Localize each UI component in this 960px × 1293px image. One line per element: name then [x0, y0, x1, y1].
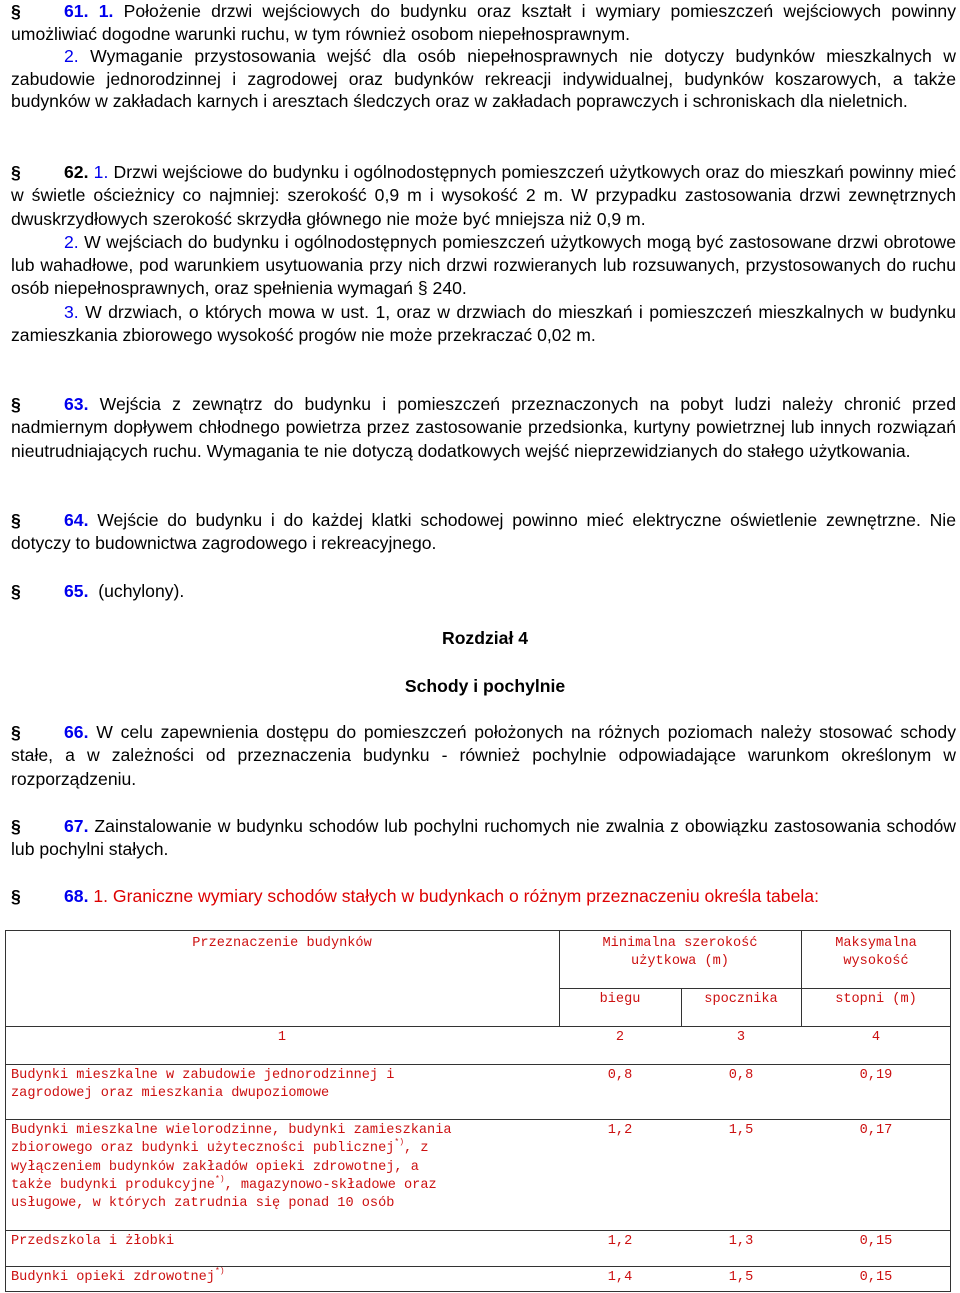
section-sign: § — [11, 1, 21, 21]
paragraph-63-number: 63. — [64, 394, 89, 414]
paragraph-62 — [11, 161, 956, 347]
paragraph-62-text-3a: W drzwiach, o których mowa w ust. — [78, 301, 370, 322]
section-sign: § — [11, 816, 21, 836]
table-row-2-flight: 1,2 — [607, 1123, 633, 1138]
paragraph-67-number: 67. — [64, 816, 89, 836]
header-min-width-2: użytkowa (m) — [631, 954, 729, 969]
table-row-2-step: 0,17 — [859, 1123, 893, 1138]
table-border — [5, 930, 951, 931]
paragraph-68-number: 68. — [64, 886, 89, 906]
table-border — [559, 988, 951, 989]
paragraph-63-text: Wejścia z zewnątrz do budynku i pomieszczeń przeznaczonych na pobyt ludzi należy chronić przed nadmiernym dopływem chłodnego powietrza przez zastosowanie przedsionka, kurtyny powietrznej lub innych rozwiązań nieutrudniających ruchu. Wymagania te nie dotyczą dodatkowych wejść nieprzewidzianych do stałego użytkowania. — [11, 394, 956, 461]
paragraph-61-text-2: Wymaganie przystosowania wejść dla osób niepełnosprawnych nie dotyczy budynków mieszkalnych w zabudowie jednorodzinnej i zagrodowej oraz budynków rekreacji indywidualnej, budynków koszarowych, a także budynków w zakładach karnych i aresztach śledczych oraz w zakładach poprawczych i schroniskach dla nieletnich. — [11, 46, 956, 111]
paragraph-62-text-1b: W przypadku zastosowania drzwi zewnętrznych dwuskrzydłowych szerokość skrzydła głównego nie może być mniejsza niż 0,9 m. — [11, 185, 956, 229]
footnote-mark: *) — [214, 1174, 225, 1184]
header-flight: biegu — [599, 992, 641, 1007]
column-number: 3 — [736, 1030, 746, 1045]
table-border — [5, 1119, 951, 1120]
paragraph-62-number: 62. — [64, 162, 89, 182]
header-max-height-2: wysokość — [843, 954, 909, 969]
paragraph-66-number: 66. — [64, 722, 89, 742]
table-row-3-landing: 1,3 — [728, 1234, 754, 1249]
header-purpose: Przeznaczenie budynków — [192, 936, 372, 951]
paragraph-62-n1: 1. — [93, 162, 109, 182]
paragraph-68 — [11, 885, 956, 908]
table-border — [5, 1064, 951, 1065]
table-row-3-step: 0,15 — [859, 1234, 893, 1249]
paragraph-62-text-1: Drzwi wejściowe do budynku i ogólnodostępnych pomieszczeń użytkowych oraz do mieszkań powinny mieć w świetle ościeżnicy co najmniej: szerokość 0,9 m i wysokość 2 m. — [11, 162, 956, 206]
paragraph-62-n3: 3. — [64, 301, 79, 322]
table-row-1-step: 0,19 — [859, 1068, 893, 1083]
section-sign: § — [11, 394, 21, 414]
table-row-3-flight: 1,2 — [607, 1234, 633, 1249]
table-border — [5, 1266, 951, 1267]
column-number: 2 — [615, 1030, 625, 1045]
paragraph-62-text-2: W wejściach do budynku i ogólnodostępnych pomieszczeń użytkowych mogą być zastosowane drzwi obrotowe lub wahadłowe, pod warunkiem usytuowania przy nich drzwi rozwieranych lub rozsuwanych, przystosowanych do ruchu osób niepełnosprawnych, oraz spełnienia wymagań § 240. — [11, 231, 956, 299]
chapter-title: Rozdział 4 — [441, 628, 529, 648]
section-sign: § — [11, 510, 21, 530]
paragraph-65 — [11, 580, 956, 603]
paragraph-66-text: W celu zapewnienia dostępu do pomieszczeń położonych na różnych poziomach należy stosować schody stałe, a w zależności od przeznaczenia budynku - również pochylnie odpowiadające warunkom określonym w rozporządzeniu. — [11, 722, 956, 789]
paragraph-61-number: 61. 1. — [64, 1, 114, 21]
paragraph-62-text-3b: 1, oraz w drzwiach do mieszkań i pomieszczeń mieszkalnych w budynku zamieszkania zbiorowego wysokość progów nie może przekraczać 0,02 m. — [11, 301, 956, 346]
section-sign: § — [11, 722, 21, 742]
table-row-3-purpose: Przedszkola i żłobki — [11, 1234, 175, 1249]
table-row-2-landing: 1,5 — [728, 1123, 754, 1138]
table-row-4-step: 0,15 — [859, 1270, 893, 1285]
section-sign: § — [11, 886, 21, 906]
header-steps: stopni (m) — [835, 992, 917, 1007]
table-row-1-landing: 0,8 — [728, 1068, 754, 1083]
section-sign: § — [11, 162, 21, 182]
paragraph-66 — [11, 721, 956, 791]
table-row-1-purpose: Budynki mieszkalne w zabudowie jednorodzinnej i zagrodowej oraz mieszkania dwupoziomowe — [11, 1068, 395, 1102]
chapter-subtitle: Schody i pochylnie — [404, 676, 566, 696]
table-row-1-flight: 0,8 — [607, 1068, 633, 1083]
table-row-2-purpose: Budynki mieszkalne wielorodzinne, budynki zamieszkania zbiorowego oraz budynki użyteczności publicznej*), z wyłączeniem budynków zakładów opieki zdrowotnej, a także budynki produkcyjne*), magazynowo-składowe oraz usługowe, w których zatrudnia się ponad 10 osób — [11, 1123, 452, 1212]
paragraph-65-text: (uchylony). — [98, 581, 185, 601]
paragraph-62-n2: 2. — [64, 231, 79, 252]
paragraph-64-text: Wejście do budynku i do każdej klatki schodowej powinno mieć elektryczne oświetlenie zewnętrzne. Nie dotyczy to budownictwa zagrodowego i rekreacyjnego. — [11, 510, 956, 554]
table-border — [5, 1291, 951, 1292]
table-row-4-flight: 1,4 — [607, 1270, 633, 1285]
table-row-4-landing: 1,5 — [728, 1270, 754, 1285]
table-border — [5, 1026, 951, 1027]
paragraph-67-text: Zainstalowanie w budynku schodów lub pochylni ruchomych nie zwalnia z obowiązku zastosowania schodów lub pochylni stałych. — [11, 816, 956, 860]
paragraph-61-number-2: 2. — [64, 46, 79, 66]
column-number: 1 — [277, 1030, 287, 1045]
paragraph-67 — [11, 815, 956, 862]
column-number: 4 — [871, 1030, 881, 1045]
paragraph-65-number: 65. — [64, 581, 89, 601]
footnote-mark: *) — [214, 1267, 225, 1276]
header-max-height-1: Maksymalna — [835, 936, 917, 951]
table-border — [5, 930, 6, 1292]
table-border — [5, 1230, 951, 1231]
paragraph-63 — [11, 393, 956, 463]
header-min-width-1: Minimalna szerokość — [602, 936, 758, 951]
paragraph-61 — [11, 0, 956, 113]
paragraph-68-text: Graniczne wymiary schodów stałych w budynkach o różnym przeznaczeniu określa tabela: — [108, 886, 819, 906]
footnote-mark: *) — [394, 1138, 405, 1148]
header-landing: spocznika — [704, 992, 778, 1007]
paragraph-64-number: 64. — [64, 510, 89, 530]
paragraph-64 — [11, 509, 956, 556]
paragraph-68-n1: 1. — [93, 886, 109, 906]
paragraph-61-text-1: Położenie drzwi wejściowych do budynku oraz kształt i wymiary pomieszczeń wejściowych powinny umożliwiać dogodne warunki ruchu, w tym również osobom niepełnosprawnym. — [11, 1, 956, 44]
stairs-dimensions-table — [5, 930, 957, 1292]
section-sign: § — [11, 581, 21, 601]
table-row-4-purpose: Budynki opieki zdrowotnej*) — [11, 1267, 225, 1285]
